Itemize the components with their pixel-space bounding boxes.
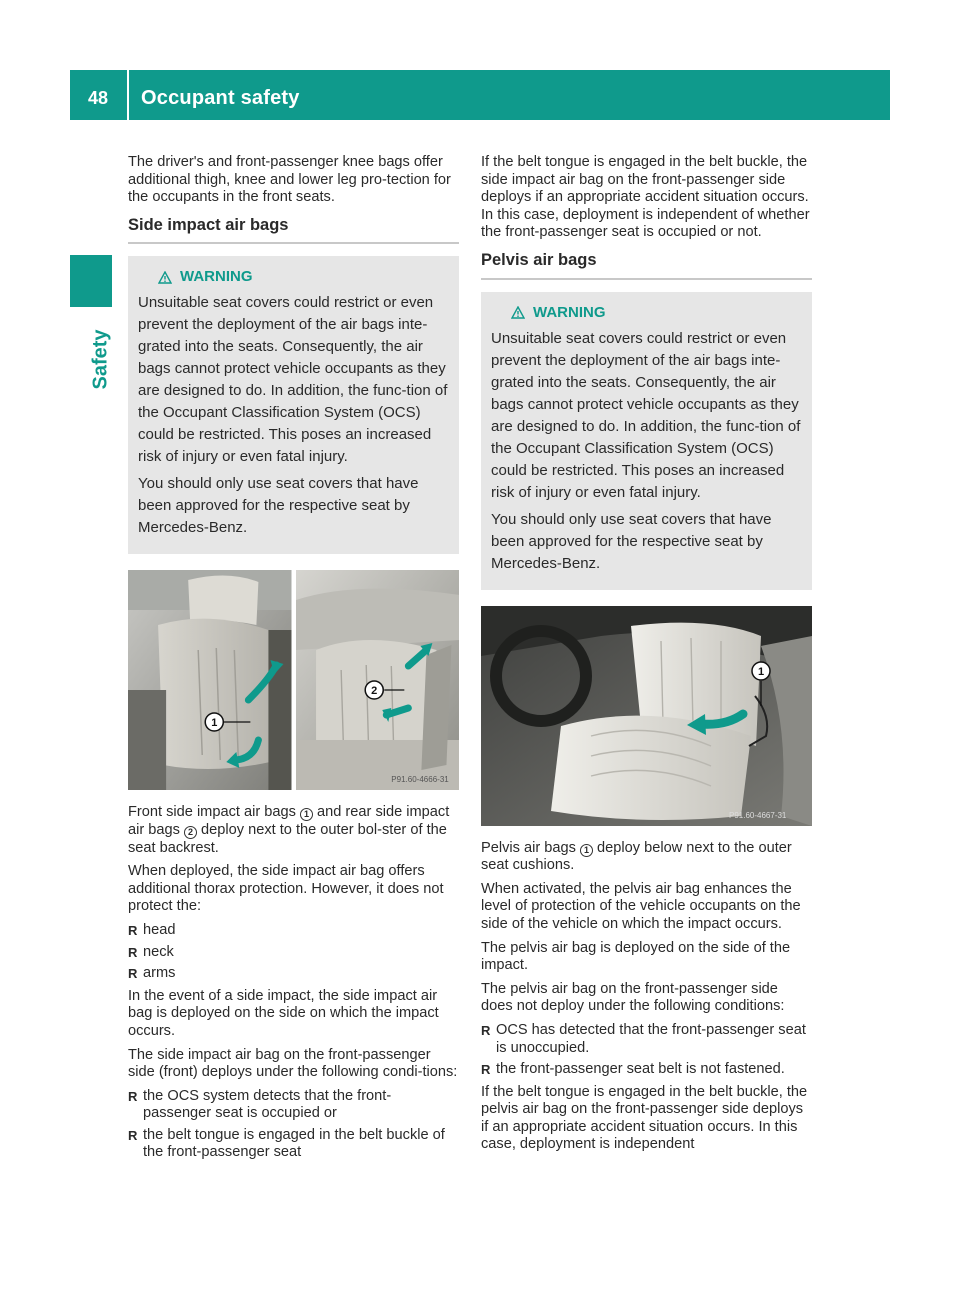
- list-item: [128, 965, 459, 983]
- bullet-icon: R: [128, 944, 138, 960]
- list-item-text: OCS has detected that the front-passenger seat is unoccupied.: [496, 1021, 806, 1056]
- page-title: Occupant safety: [141, 87, 300, 109]
- bullet-icon: R: [481, 1022, 491, 1038]
- side-tab-label: Safety: [89, 329, 112, 390]
- bullet-icon: R: [128, 922, 138, 938]
- warning-text-2: You should only use seat covers that have been approved for the respective seat by Mercedes-Benz.: [491, 510, 772, 572]
- list-item-text: head: [143, 921, 176, 938]
- list-item-text: the OCS system detects that the front-passenger seat is occupied or: [143, 1087, 392, 1122]
- pelvis-airbag-figure: [481, 606, 812, 826]
- caption-part-c: deploy next to the outer bol-ster of the seat backrest.: [128, 821, 447, 856]
- section-heading-pelvis: Pelvis air bags: [481, 252, 812, 280]
- warning-triangle-icon: [158, 271, 172, 284]
- conditions-list: [481, 1022, 812, 1079]
- figure-code: P91.60-4667-31: [729, 810, 787, 820]
- figure-caption: [481, 840, 812, 875]
- warning-text-1: Unsuitable seat covers could restrict or even prevent the deployment of the air bags inte-grated into the seats. Consequently, the air bags cannot protect vehicle occupants as they are designed to do. In addition, the func-tion of the Occupant Classification System (OCS) could be restricted. This poses an increased risk of injury or even fatal injury.: [491, 329, 801, 501]
- callout-1-label: 1: [211, 717, 218, 730]
- callout-2-badge: 2: [184, 826, 197, 839]
- list-item: [128, 922, 459, 940]
- side-airbag-figure: [128, 570, 459, 790]
- callout-2-label: 2: [370, 685, 377, 698]
- left-column: [128, 154, 459, 1167]
- right-column: [481, 154, 812, 1160]
- warning-text-1: Unsuitable seat covers could restrict or even prevent the deployment of the air bags inte-grated into the seats. Consequently, the air bags cannot protect vehicle occupants as they are designed to do. In addition, the func-tion of the Occupant Classification System (OCS) could be restricted. This poses an increased risk of injury or even fatal injury.: [138, 294, 448, 466]
- list-item: [481, 1061, 812, 1079]
- list-item: [128, 1088, 459, 1123]
- deployed-paragraph: When deployed, the side impact air bag offers additional thorax protection. However, it does not protect the:: [128, 863, 444, 915]
- activated-paragraph: When activated, the pelvis air bag enhances the level of protection of the vehicle occupants on the side of the vehicle on which the impact occurs.: [481, 880, 801, 932]
- side-tab-marker: [70, 255, 112, 307]
- list-item-text: the belt tongue is engaged in the belt buckle of the front-passenger seat: [143, 1126, 445, 1161]
- list-item-text: neck: [143, 943, 174, 960]
- bullet-icon: R: [128, 1127, 138, 1143]
- figure-code: P91.60-4666-31: [390, 775, 449, 785]
- caption-part-b: deploy below next to the outer seat cushions.: [481, 839, 792, 874]
- callout-1-badge: 1: [300, 808, 313, 821]
- warning-box: [128, 256, 459, 554]
- list-item: [128, 944, 459, 962]
- caption-part-b: and rear side impact air bags: [128, 804, 450, 838]
- warning-label: WARNING: [180, 268, 253, 286]
- warning-header: [158, 266, 449, 288]
- warning-box: [481, 292, 812, 590]
- caption-part-a: Pelvis air bags: [481, 839, 576, 856]
- section-heading-side-impact: Side impact air bags: [128, 217, 459, 245]
- warning-label: WARNING: [533, 303, 606, 321]
- list-item-text: the front-passenger seat belt is not fastened.: [496, 1061, 785, 1078]
- list-item: [128, 1127, 459, 1162]
- conditions-list: [128, 1088, 459, 1162]
- page-number: 48: [88, 88, 109, 108]
- list-item-text: arms: [143, 965, 176, 982]
- front-conditions-paragraph: The side impact air bag on the front-passenger side (front) deploys under the following condi-tions:: [128, 1046, 458, 1081]
- warning-text-2: You should only use seat covers that have been approved for the respective seat by Mercedes-Benz.: [138, 475, 419, 537]
- list-item: [481, 1022, 812, 1057]
- warning-header: [511, 302, 802, 324]
- warning-triangle-icon: [511, 306, 525, 319]
- caption-part-a: Front side impact air bags: [128, 804, 296, 821]
- header-divider: [127, 70, 129, 120]
- bullet-icon: R: [481, 1062, 491, 1078]
- front-conditions-paragraph: The pelvis air bag on the front-passenger side does not deploy under the following conditions:: [481, 980, 785, 1015]
- protection-list: [128, 922, 459, 983]
- front-seat-photo: [128, 570, 292, 790]
- event-paragraph: In the event of a side impact, the side impact air bag is deployed on the side on which the impact occurs.: [128, 987, 439, 1039]
- figure-caption: [128, 804, 459, 857]
- belt-paragraph: If the belt tongue is engaged in the belt buckle, the pelvis air bag on the front-passenger side deploys if an appropriate accident situation occurs. In this case, deployment is independent: [481, 1083, 808, 1153]
- bullet-icon: R: [128, 1088, 138, 1104]
- intro-paragraph: If the belt tongue is engaged in the belt buckle, the side impact air bag on the front-passenger side deploys if an appropriate accident situation occurs. In this case, deployment is independent of whether the front-passenger seat is occupied or not.: [481, 154, 810, 241]
- callout-1-label: 1: [757, 665, 765, 678]
- bullet-icon: R: [128, 966, 138, 982]
- rear-seat-photo: [296, 570, 460, 790]
- callout-1-badge: 1: [580, 844, 593, 857]
- intro-paragraph: The driver's and front-passenger knee bags offer additional thigh, knee and lower leg pro-tection for the occupants in the front seats.: [128, 154, 451, 206]
- side-paragraph: The pelvis air bag is deployed on the side of the impact.: [481, 939, 791, 974]
